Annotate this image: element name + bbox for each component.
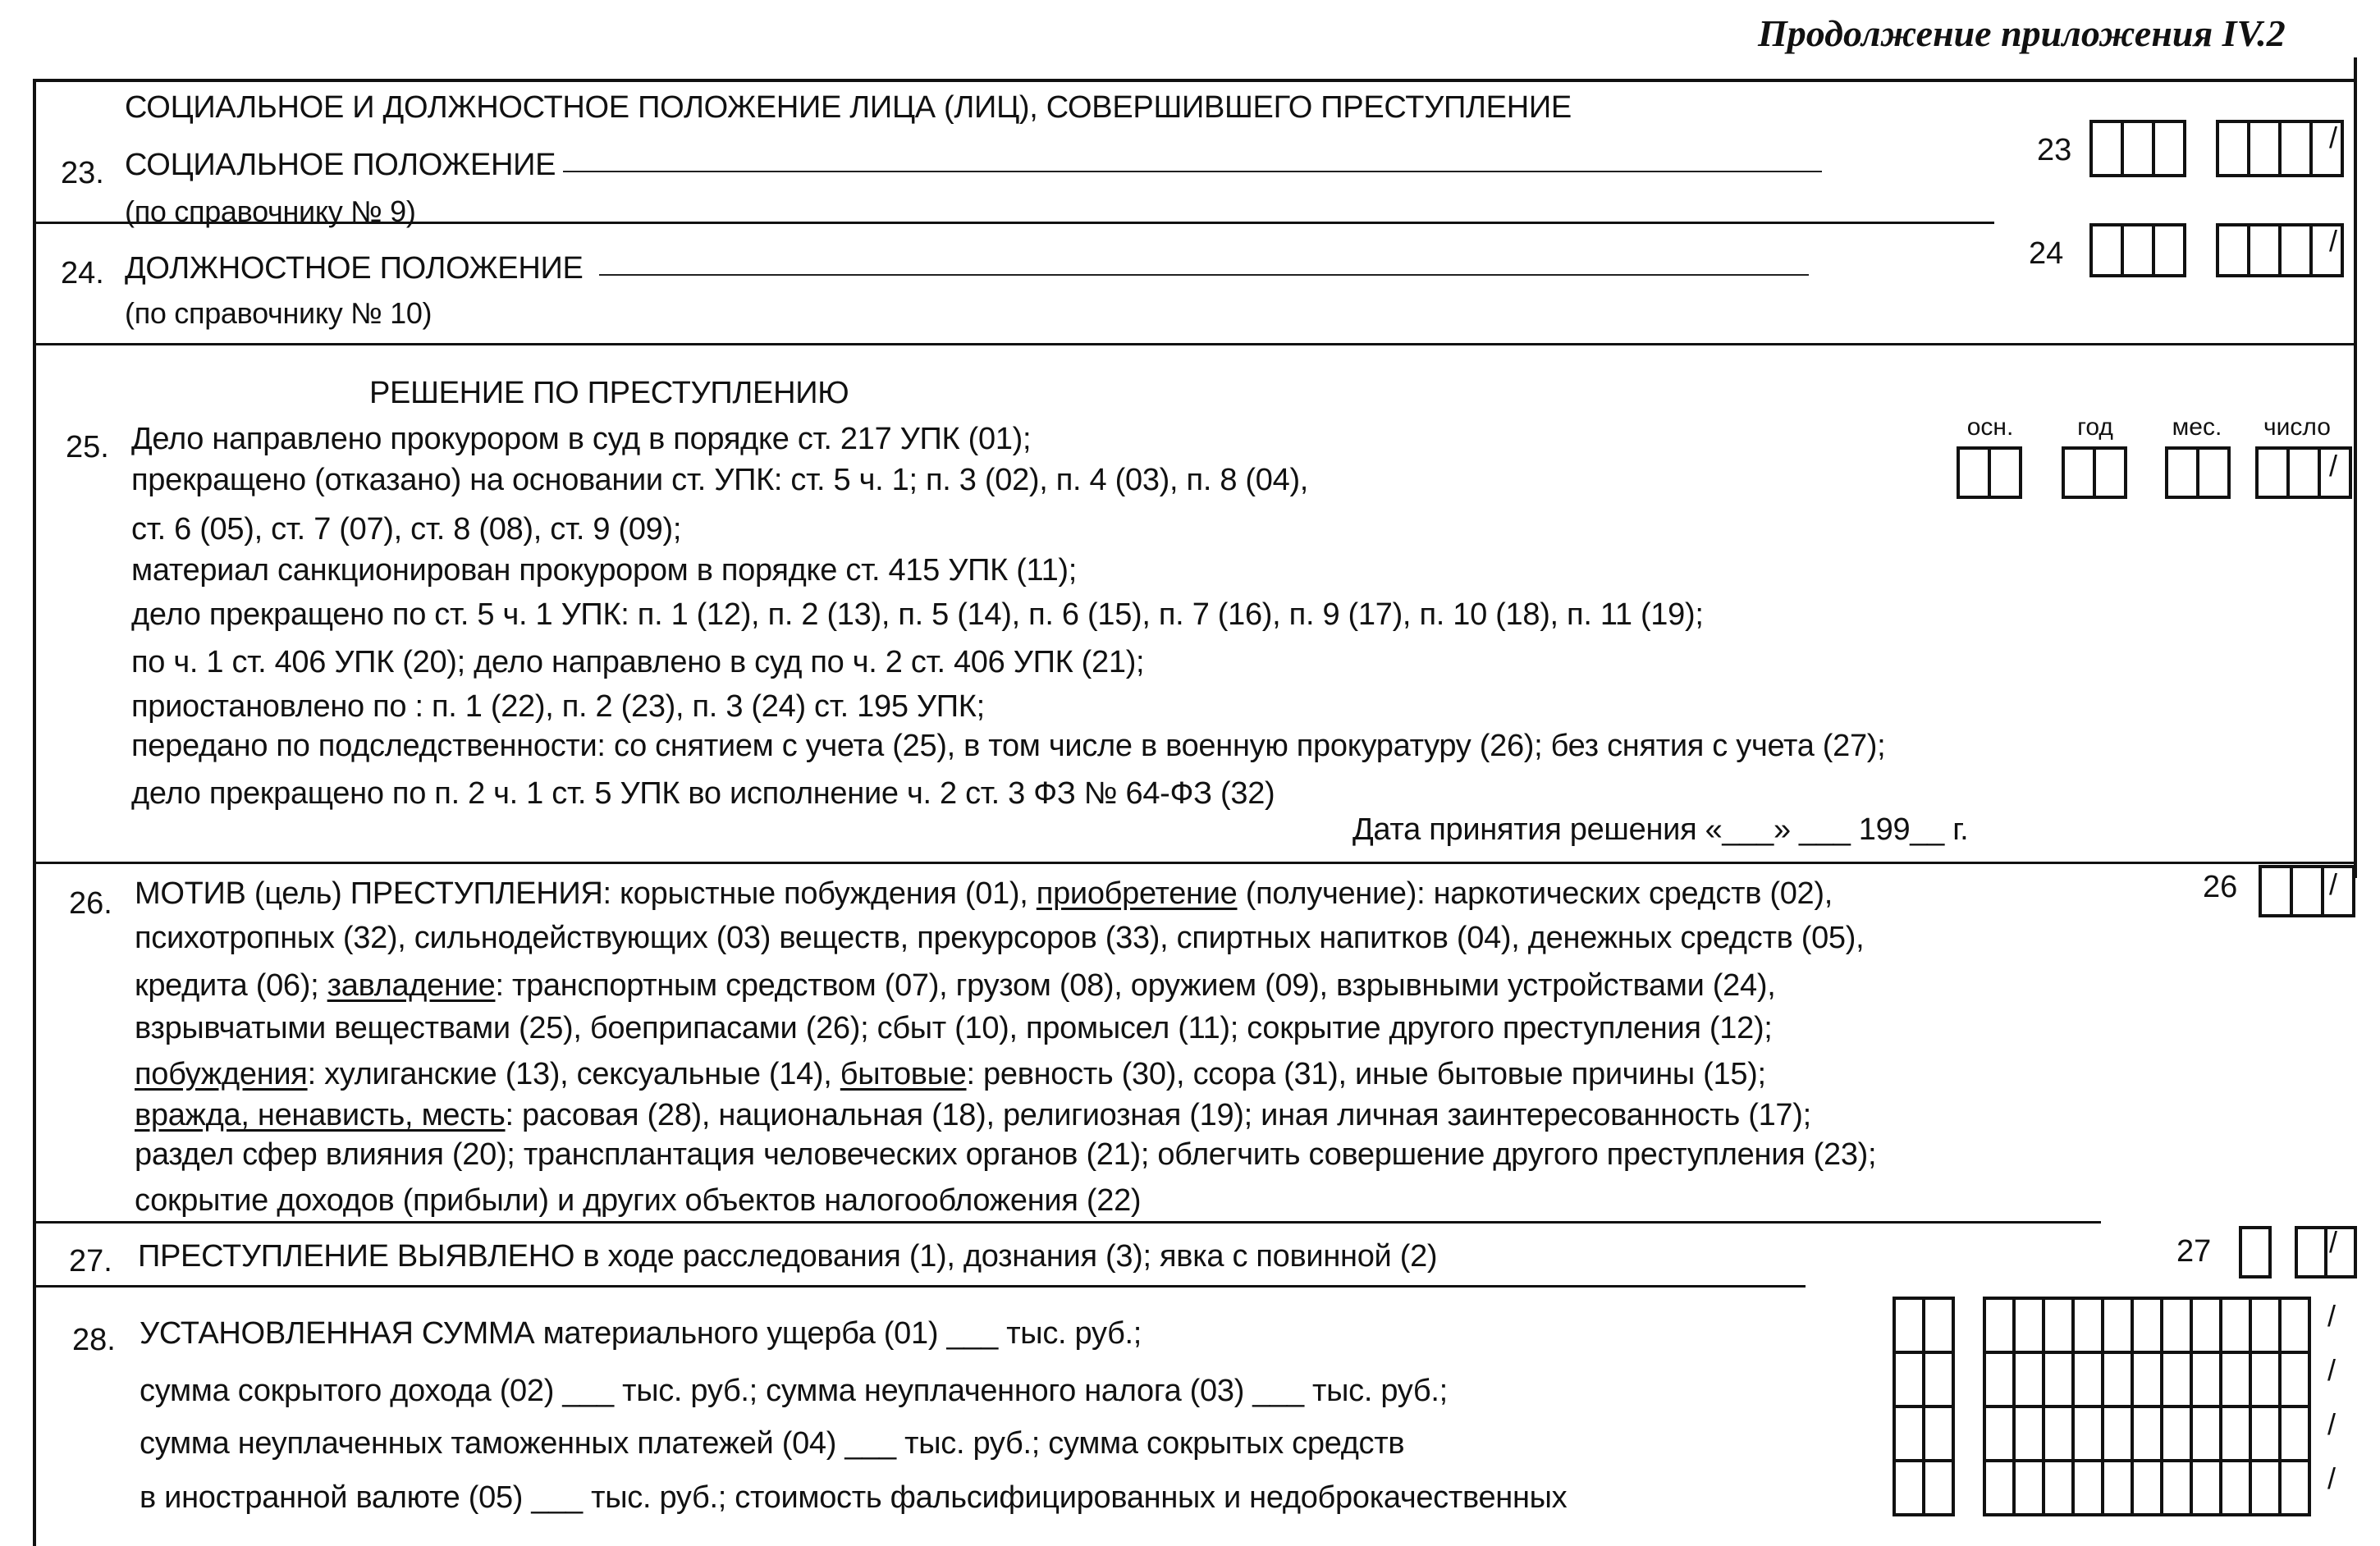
section-28-line: в иностранной валюте (05) ___ тыс. руб.; стоимость фальсифицированных и недоброкачественных: [140, 1480, 1568, 1515]
section-25-line: дело прекращено по ст. 5 ч. 1 УПК: п. 1 (12), п. 2 (13), п. 5 (14), п. 6 (15), п. 7 (16), п. 9 (17), п. 10 (18), п. 11 (19);: [131, 597, 1704, 632]
section-26-line: МОТИВ (цель) ПРЕСТУПЛЕНИЯ: корыстные побуждения (01), приобретение (получение): наркотических средств (02),: [135, 876, 1833, 911]
section-28-number: 28.: [72, 1323, 116, 1357]
divider-26-27: [33, 1221, 2101, 1224]
section-25-line: ст. 6 (05), ст. 7 (07), ст. 8 (08), ст. 9 (09);: [131, 512, 682, 547]
amount-row-slash: /: [2327, 1461, 2337, 1495]
section-23-heading: СОЦИАЛЬНОЕ И ДОЛЖНОСТНОЕ ПОЛОЖЕНИЕ ЛИЦА (ЛИЦ), СОВЕРШИВШЕГО ПРЕСТУПЛЕНИЕ: [125, 90, 1572, 125]
column-chislo-label: число: [2263, 414, 2331, 441]
section-25-heading: РЕШЕНИЕ ПО ПРЕСТУПЛЕНИЮ: [369, 376, 849, 410]
frame-left-line: [33, 79, 36, 1546]
section-23-label: СОЦИАЛЬНОЕ ПОЛОЖЕНИЕ: [125, 148, 556, 182]
section-26-code: 26: [2203, 870, 2238, 904]
section-27-number: 27.: [69, 1244, 112, 1278]
section-23-slash: /: [2329, 121, 2338, 154]
section-26-slash: /: [2329, 867, 2338, 901]
section-25-line: приостановлено по : п. 1 (22), п. 2 (23), п. 3 (24) ст. 195 УПК;: [131, 689, 985, 724]
section-26-line: вражда, ненависть, месть: расовая (28), национальная (18), религиозная (19); иная личная заинтересованность (17);: [135, 1098, 1811, 1132]
amount-row-slash: /: [2327, 1353, 2337, 1387]
section-23-code: 23: [2037, 133, 2072, 167]
section-25-line: дело прекращено по п. 2 ч. 1 ст. 5 УПК во исполнение ч. 2 ст. 3 ФЗ № 64-ФЗ (32): [131, 776, 1275, 811]
section-24-slash: /: [2329, 224, 2338, 258]
section-24-cells-b[interactable]: [2216, 223, 2341, 277]
section-24-label: ДОЛЖНОСТНОЕ ПОЛОЖЕНИЕ: [125, 251, 584, 286]
section-23-blank: [563, 171, 1822, 172]
amount-value-cells[interactable]: [1983, 1459, 2308, 1516]
section-25-line: прекращено (отказано) на основании ст. УПК: ст. 5 ч. 1; п. 3 (02), п. 4 (03), п. 8 (04),: [131, 463, 1309, 497]
section-26-number: 26.: [69, 886, 112, 921]
amount-row-slash: /: [2327, 1299, 2337, 1333]
section-25-line: материал санкционирован прокурором в порядке ст. 415 УПК (11);: [131, 553, 1078, 588]
column-mes-label: мес.: [2172, 414, 2222, 441]
frame-top-line: [33, 79, 2355, 82]
section-27-text: ПРЕСТУПЛЕНИЕ ВЫЯВЛЕНО в ходе расследования (1), дознания (3); явка с повинной (2): [138, 1239, 1438, 1274]
section-26-line: сокрытие доходов (прибыли) и других объектов налогообложения (22): [135, 1183, 1142, 1218]
divider-27-28: [33, 1285, 1806, 1288]
section-28-line: УСТАНОВЛЕННАЯ СУММА материального ущерба (01) ___ тыс. руб.;: [140, 1316, 1142, 1351]
frame-right-line: [2354, 57, 2357, 878]
section-23-cells-b[interactable]: [2216, 120, 2341, 177]
decision-date-line: Дата принятия решения «___» ___ 199__ г.: [1352, 812, 1969, 847]
section-26-line: психотропных (32), сильнодействующих (03) веществ, прекурсоров (33), спиртных напитков (04), денежных средств (05),: [135, 921, 1865, 955]
amount-value-cells[interactable]: [1983, 1351, 2308, 1408]
decision-slash: /: [2329, 449, 2338, 483]
section-26-line: побуждения: хулиганские (13), сексуальные (14), бытовые: ревность (30), ссора (31), иные бытовые причины (15);: [135, 1057, 1766, 1091]
decision-year-cells[interactable]: [2062, 446, 2124, 499]
section-28-line: сумма неуплаченных таможенных платежей (04) ___ тыс. руб.; сумма сокрытых средств: [140, 1426, 1405, 1461]
section-27-slash: /: [2329, 1225, 2338, 1259]
decision-month-cells[interactable]: [2165, 446, 2227, 499]
amount-row-slash: /: [2327, 1407, 2337, 1441]
amount-code-cells[interactable]: [1893, 1297, 1952, 1354]
divider-24-25: [33, 343, 2355, 345]
section-24-blank: [599, 274, 1809, 276]
section-25-line: по ч. 1 ст. 406 УПК (20); дело направлено в суд по ч. 2 ст. 406 УПК (21);: [131, 645, 1145, 679]
column-osn-label: осн.: [1966, 414, 2014, 441]
amount-value-cells[interactable]: [1983, 1405, 2308, 1462]
section-26-line: раздел сфер влияния (20); трансплантация человеческих органов (21); облегчить совершение другого преступления (23);: [135, 1137, 1877, 1172]
column-god-label: год: [2077, 414, 2113, 441]
page-header-title: Продолжение приложения IV.2: [1758, 12, 2286, 54]
section-24-code: 24: [2029, 236, 2064, 271]
amount-code-cells[interactable]: [1893, 1351, 1952, 1408]
section-23-cells-a[interactable]: [2089, 120, 2183, 177]
section-25-line: Дело направлено прокурором в суд в порядке ст. 217 УПК (01);: [131, 422, 1032, 456]
amount-code-cells[interactable]: [1893, 1405, 1952, 1462]
section-25-line: передано по подследственности: со снятием с учета (25), в том числе в военную прокуратуру (26); без снятия с учета (27);: [131, 729, 1886, 763]
section-24-cells-a[interactable]: [2089, 223, 2183, 277]
section-27-cells-b[interactable]: [2295, 1226, 2354, 1278]
section-28-amount-grid[interactable]: [1893, 1297, 2352, 1518]
amount-value-cells[interactable]: [1983, 1297, 2308, 1354]
section-24-number: 24.: [61, 256, 104, 290]
divider-25-26: [33, 862, 2355, 864]
section-26-cells[interactable]: [2259, 865, 2352, 917]
section-23-number: 23.: [61, 156, 104, 190]
section-26-line: кредита (06); завладение: транспортным средством (07), грузом (08), оружием (09), взрывными устройствами (24),: [135, 968, 1776, 1003]
section-27-code: 27: [2176, 1234, 2212, 1269]
section-27-cell-a[interactable]: [2239, 1226, 2268, 1278]
section-25-number: 25.: [66, 430, 109, 464]
decision-osn-cells[interactable]: [1957, 446, 2019, 499]
section-23-ref: (по справочнику № 9): [125, 194, 416, 228]
amount-code-cells[interactable]: [1893, 1459, 1952, 1516]
section-26-line: взрывчатыми веществами (25), боеприпасами (26); сбыт (10), промысел (11); сокрытие другого преступления (12);: [135, 1011, 1773, 1045]
section-28-line: сумма сокрытого дохода (02) ___ тыс. руб.; сумма неуплаченного налога (03) ___ тыс. руб.;: [140, 1374, 1448, 1408]
section-24-ref: (по справочнику № 10): [125, 296, 433, 330]
